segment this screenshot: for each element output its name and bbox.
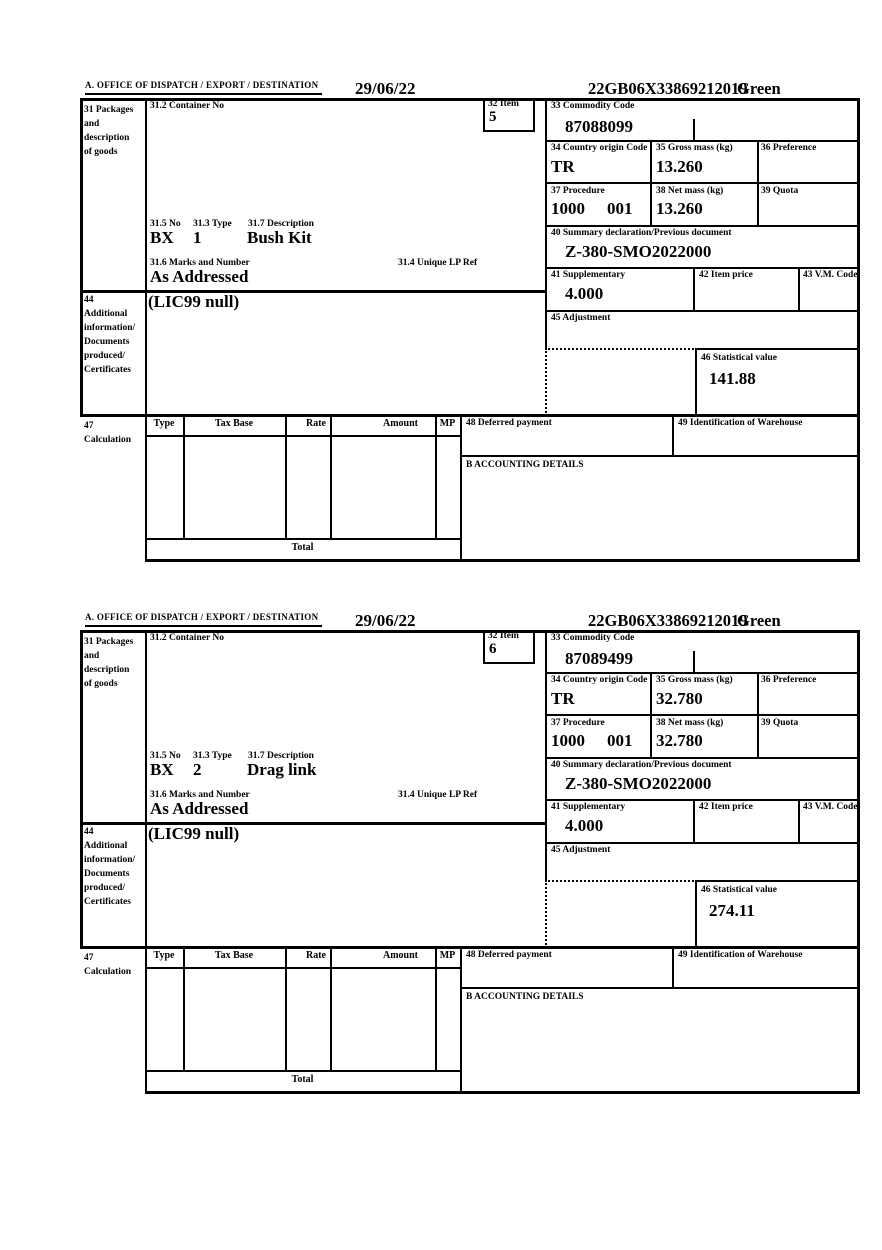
field-41-supplementary-label: 41 Supplementary xyxy=(551,802,626,812)
divider xyxy=(757,140,759,225)
dotted-divider xyxy=(545,880,547,948)
package-type-value: 2 xyxy=(193,760,202,779)
divider xyxy=(545,98,547,350)
field-31-2-container-label: 31.2 Container No xyxy=(150,101,224,111)
goods-description-value: Bush Kit xyxy=(247,228,312,247)
calc-header-border xyxy=(145,435,462,437)
divider xyxy=(183,947,185,1070)
divider xyxy=(145,1070,462,1072)
accounting-details-label: B ACCOUNTING DETAILS xyxy=(466,992,584,1002)
field-37-procedure-label: 37 Procedure xyxy=(551,718,605,728)
office-of-dispatch-label: A. OFFICE OF DISPATCH / EXPORT / DESTINATION xyxy=(85,612,322,627)
field-38-net-mass-label: 38 Net mass (kg) xyxy=(656,718,724,728)
calc-col-type: Type xyxy=(153,950,175,961)
item-number-value: 5 xyxy=(489,109,497,125)
item-number-box xyxy=(483,630,535,664)
calc-header-border xyxy=(145,967,462,969)
divider xyxy=(545,630,547,882)
table-left-border xyxy=(80,630,83,949)
package-type-value: 1 xyxy=(193,228,202,247)
field-40-summary-label: 40 Summary declaration/Previous document xyxy=(551,228,732,238)
field-44-additional-label: 44 Additional information/ Documents produced/ Certificates xyxy=(84,827,136,907)
commodity-code-value: 87088099 xyxy=(565,117,633,136)
divider xyxy=(545,310,860,312)
field-31-3-type-label: 31.3 Type xyxy=(193,219,232,229)
field-34-country-label: 34 Country origin Code xyxy=(551,675,648,685)
office-of-dispatch-label: A. OFFICE OF DISPATCH / EXPORT / DESTINATION xyxy=(85,80,322,95)
divider xyxy=(798,799,800,842)
divider xyxy=(145,538,462,540)
procedure-code-2-value: 001 xyxy=(607,199,633,218)
procedure-code-2-value: 001 xyxy=(607,731,633,750)
field-42-item-price-label: 42 Item price xyxy=(699,802,753,812)
net-mass-value: 32.780 xyxy=(656,731,703,750)
declaration-date: 29/06/22 xyxy=(355,79,416,98)
divider xyxy=(145,630,147,1094)
table-right-border xyxy=(857,98,860,562)
divider xyxy=(798,267,800,310)
divider xyxy=(435,415,437,538)
statistical-box-top-border xyxy=(695,880,860,882)
divider xyxy=(650,140,652,225)
field-48-deferred-label: 48 Deferred payment xyxy=(466,418,552,428)
field-31-6-marks-label: 31.6 Marks and Number xyxy=(150,790,250,800)
divider xyxy=(545,714,860,716)
calc-col-amount: Amount xyxy=(382,418,418,429)
gross-mass-value: 32.780 xyxy=(656,689,703,708)
field-35-gross-mass-label: 35 Gross mass (kg) xyxy=(656,675,733,685)
calc-col-mp: MP xyxy=(439,418,456,429)
divider xyxy=(650,672,652,757)
calc-col-rate: Rate xyxy=(306,950,326,961)
divider xyxy=(545,225,860,227)
divider xyxy=(435,947,437,1070)
statistical-box-left-border xyxy=(695,880,697,948)
field-36-preference-label: 36 Preference xyxy=(761,675,817,685)
calc-col-tax-base: Tax Base xyxy=(214,950,254,961)
calc-col-rate: Rate xyxy=(306,418,326,429)
divider xyxy=(80,414,860,417)
field-34-country-label: 34 Country origin Code xyxy=(551,143,648,153)
divider xyxy=(545,842,860,844)
field-32-item-label: 32 Item xyxy=(488,631,519,641)
declaration-item-block-6 xyxy=(80,610,862,1105)
field-46-statistical-label: 46 Statistical value xyxy=(701,353,777,363)
field-38-net-mass-label: 38 Net mass (kg) xyxy=(656,186,724,196)
commodity-code-divider xyxy=(693,119,695,140)
country-origin-value: TR xyxy=(551,689,575,708)
dotted-divider xyxy=(545,880,697,882)
field-31-6-marks-label: 31.6 Marks and Number xyxy=(150,258,250,268)
divider xyxy=(460,947,462,1094)
divider xyxy=(330,415,332,538)
commodity-code-value: 87089499 xyxy=(565,649,633,668)
routing-status: Green xyxy=(737,611,781,630)
additional-information-value: (LIC99 null) xyxy=(148,292,240,311)
field-48-deferred-label: 48 Deferred payment xyxy=(466,950,552,960)
calc-col-mp: MP xyxy=(439,950,456,961)
goods-description-value: Drag link xyxy=(247,760,317,779)
field-46-statistical-label: 46 Statistical value xyxy=(701,885,777,895)
declaration-reference: 22GB06X33869212019 xyxy=(588,79,748,98)
calc-total-label: Total xyxy=(291,542,314,553)
table-right-border xyxy=(857,630,860,1094)
field-40-summary-label: 40 Summary declaration/Previous document xyxy=(551,760,732,770)
declaration-item-block-5 xyxy=(80,78,862,573)
procedure-code-value: 1000 xyxy=(551,731,585,750)
field-35-gross-mass-label: 35 Gross mass (kg) xyxy=(656,143,733,153)
field-31-7-description-label: 31.7 Description xyxy=(248,751,314,761)
summary-declaration-value: Z-380-SMO2022000 xyxy=(565,774,712,793)
commodity-code-divider xyxy=(693,651,695,672)
field-37-procedure-label: 37 Procedure xyxy=(551,186,605,196)
statistical-value: 274.11 xyxy=(709,901,755,920)
field-42-item-price-label: 42 Item price xyxy=(699,270,753,280)
divider xyxy=(545,267,860,269)
field-31-5-no-label: 31.5 No xyxy=(150,751,181,761)
divider xyxy=(545,757,860,759)
divider xyxy=(460,455,860,457)
field-43-vm-code-label: 43 V.M. Code xyxy=(803,270,858,280)
calc-col-amount: Amount xyxy=(382,950,418,961)
declaration-reference: 22GB06X33869212019 xyxy=(588,611,748,630)
divider xyxy=(145,98,147,562)
field-43-vm-code-label: 43 V.M. Code xyxy=(803,802,858,812)
field-33-commodity-label: 33 Commodity Code xyxy=(551,633,635,643)
calc-col-type: Type xyxy=(153,418,175,429)
field-33-commodity-label: 33 Commodity Code xyxy=(551,101,635,111)
calc-total-label: Total xyxy=(291,1074,314,1085)
divider xyxy=(545,672,860,674)
field-31-7-description-label: 31.7 Description xyxy=(248,219,314,229)
table-left-border xyxy=(80,98,83,417)
field-49-warehouse-label: 49 Identification of Warehouse xyxy=(678,418,803,428)
net-mass-value: 13.260 xyxy=(656,199,703,218)
item-number-value: 6 xyxy=(489,641,497,657)
field-39-quota-label: 39 Quota xyxy=(761,718,799,728)
summary-declaration-value: Z-380-SMO2022000 xyxy=(565,242,712,261)
field-31-packages-label: 31 Packages and description of goods xyxy=(84,105,134,157)
field-31-packages-label: 31 Packages and description of goods xyxy=(84,637,134,689)
calc-col-tax-base: Tax Base xyxy=(214,418,254,429)
field-32-item-label: 32 Item xyxy=(488,99,519,109)
divider xyxy=(285,415,287,538)
gross-mass-value: 13.260 xyxy=(656,157,703,176)
field-39-quota-label: 39 Quota xyxy=(761,186,799,196)
field-44-additional-label: 44 Additional information/ Documents produced/ Certificates xyxy=(84,295,136,375)
routing-status: Green xyxy=(737,79,781,98)
divider xyxy=(545,799,860,801)
accounting-details-label: B ACCOUNTING DETAILS xyxy=(466,460,584,470)
divider xyxy=(693,799,695,842)
field-49-warehouse-label: 49 Identification of Warehouse xyxy=(678,950,803,960)
marks-and-number-value: As Addressed xyxy=(150,799,249,818)
divider xyxy=(285,947,287,1070)
statistical-box-top-border xyxy=(695,348,860,350)
dotted-divider xyxy=(545,348,547,416)
divider xyxy=(545,182,860,184)
statistical-value: 141.88 xyxy=(709,369,756,388)
field-31-3-type-label: 31.3 Type xyxy=(193,751,232,761)
table-bottom-border xyxy=(145,1091,860,1094)
package-count-value: BX xyxy=(150,228,174,247)
divider xyxy=(693,267,695,310)
supplementary-units-value: 4.000 xyxy=(565,816,604,835)
field-31-4-lp-ref-label: 31.4 Unique LP Ref xyxy=(398,258,478,268)
statistical-box-left-border xyxy=(695,348,697,416)
package-count-value: BX xyxy=(150,760,174,779)
supplementary-units-value: 4.000 xyxy=(565,284,604,303)
divider xyxy=(80,946,860,949)
additional-information-value: (LIC99 null) xyxy=(148,824,240,843)
country-origin-value: TR xyxy=(551,157,575,176)
field-41-supplementary-label: 41 Supplementary xyxy=(551,270,626,280)
divider xyxy=(757,672,759,757)
field-45-adjustment-label: 45 Adjustment xyxy=(551,313,611,323)
marks-and-number-value: As Addressed xyxy=(150,267,249,286)
divider xyxy=(672,415,674,455)
dotted-divider xyxy=(545,348,697,350)
field-45-adjustment-label: 45 Adjustment xyxy=(551,845,611,855)
divider xyxy=(330,947,332,1070)
divider xyxy=(460,415,462,562)
field-47-calculation-label: 47 Calculation xyxy=(84,953,131,977)
field-31-5-no-label: 31.5 No xyxy=(150,219,181,229)
divider xyxy=(460,987,860,989)
field-31-2-container-label: 31.2 Container No xyxy=(150,633,224,643)
procedure-code-value: 1000 xyxy=(551,199,585,218)
divider xyxy=(183,415,185,538)
field-47-calculation-label: 47 Calculation xyxy=(84,421,131,445)
divider xyxy=(545,140,860,142)
field-36-preference-label: 36 Preference xyxy=(761,143,817,153)
declaration-date: 29/06/22 xyxy=(355,611,416,630)
table-bottom-border xyxy=(145,559,860,562)
item-number-box xyxy=(483,98,535,132)
divider xyxy=(672,947,674,987)
field-31-4-lp-ref-label: 31.4 Unique LP Ref xyxy=(398,790,478,800)
